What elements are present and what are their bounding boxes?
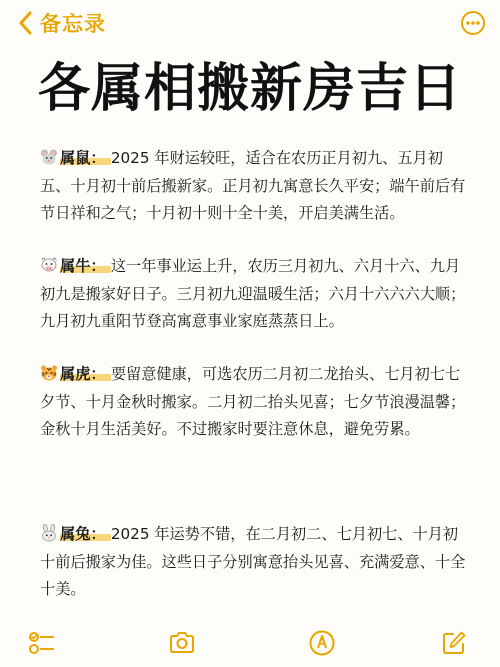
checklist-button[interactable] — [28, 629, 56, 657]
section-body: 要留意健康，可选农历二月初二龙抬头、七月初七七夕节、十月金秋时搬家。二月初二抬头见喜；七夕节浪漫温馨；金秋十月生活美好。不过搬家时要注意休息，避免劳累。 — [40, 365, 466, 438]
cow-emoji-icon — [40, 256, 58, 274]
section-heading: 属牛： — [40, 257, 111, 275]
section-heading: 属鼠： — [40, 149, 111, 167]
section-body: 这一年事业运上升，农历三月初九、六月十六、九月初九是搬家好日子。三月初九迎温暖生活；六月十六六六大顺；九月初九重阳节登高寓意事业家庭蒸蒸日上。 — [40, 257, 466, 330]
more-icon — [460, 10, 486, 36]
section-body: 2025 年财运较旺，适合在农历正月初九、五月初五、十月初十前后搬新家。正月初九寓意长久平安；端午前后有节日祥和之气；十月初十则十全十美，开启美满生活。 — [40, 149, 466, 222]
note-title: 各属相搬新房吉日 — [37, 59, 462, 119]
checklist-icon — [28, 629, 56, 657]
back-label: 备忘录 — [40, 12, 106, 36]
more-options-button[interactable] — [460, 10, 486, 36]
note-section-tiger — [40, 361, 472, 444]
note-section-ox — [40, 253, 472, 336]
chevron-left-icon — [14, 9, 36, 37]
pen-markup-icon — [308, 629, 336, 657]
back-button[interactable] — [14, 8, 106, 38]
camera-icon — [168, 629, 196, 657]
bottom-toolbar — [0, 625, 500, 667]
section-body: 2025 年运势不错，在二月初二、七月初七、十月初十前后搬家为佳。这些日子分别寓意抬头见喜、充满爱意、十全十美。 — [40, 525, 466, 598]
tiger-emoji-icon — [40, 364, 58, 382]
rabbit-emoji-icon — [40, 524, 58, 542]
navigation-bar — [0, 0, 500, 46]
markup-button[interactable] — [308, 629, 336, 657]
note-section-rabbit — [40, 521, 472, 604]
mouse-emoji-icon — [40, 148, 58, 166]
note-section-rat — [40, 145, 472, 228]
compose-button[interactable] — [440, 629, 468, 657]
camera-button[interactable] — [168, 629, 196, 657]
compose-icon — [440, 629, 468, 657]
section-heading: 属虎： — [40, 365, 111, 383]
section-heading: 属兔： — [40, 525, 111, 543]
